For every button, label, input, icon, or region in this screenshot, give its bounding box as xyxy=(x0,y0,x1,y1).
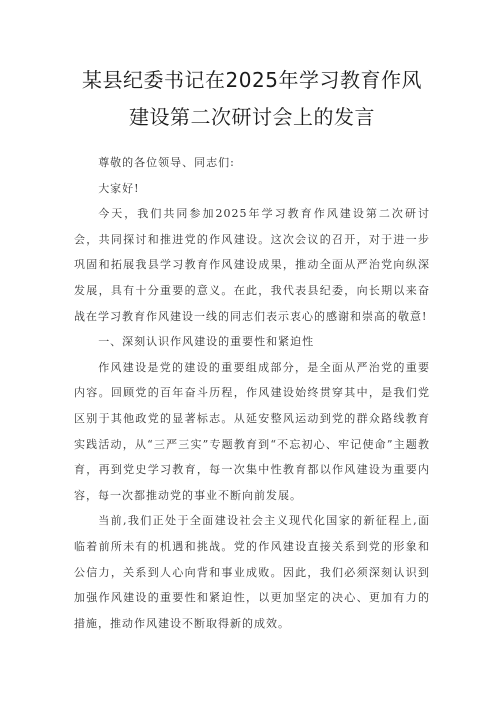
document-title xyxy=(74,62,430,136)
title-line-2: 建设第二次研讨会上的发言 xyxy=(129,105,375,129)
title-line-1: 某县纪委书记在2025年学习教育作风 xyxy=(82,68,422,92)
paragraph-intro: 今天，我们共同参加2025年学习教育作风建设第二次研讨会，共同探讨和推进党的作风建设。这次会议的召开，对于进一步巩固和拓展我县学习教育作风建设成果，推动全面从严治党向纵深发展，具有十分重要的意义。在此，我代表县纪委，向长期以来奋战在学习教育作风建设一线的同志们表示衷心的感谢和崇高的敬意! xyxy=(74,207,430,323)
paragraph-section1-b: 当前,我们正处于全面建设社会主义现代化国家的新征程上,面临着前所未有的机遇和挑战。党的作风建设直接关系到党的形象和公信力，关系到人心向背和事业成败。因此，我们必须深刻认识到加强作风建设的重要性和紧迫性，以更加坚定的决心、更加有力的措施，推动作风建设不断取得新的成效。 xyxy=(74,514,430,630)
paragraph-section1-a: 作风建设是党的建设的重要组成部分，是全面从严治党的重要内容。回顾党的百年奋斗历程，作风建设始终贯穿其中，是我们党区别于其他政党的显著标志。从延安整风运动到党的群众路线教育实践活动，从“三严三实”专题教育到“不忘初心、牢记使命”主题教育，再到党史学习教育，每一次集中性教育都以作风建设为重要内容，每一次都推动党的事业不断向前发展。 xyxy=(74,360,430,502)
salutation: 尊敬的各位领导、同志们: xyxy=(98,156,235,169)
greeting: 大家好! xyxy=(98,181,140,195)
document-body xyxy=(74,150,430,636)
section-heading-1: 一、深刻认识作风建设的重要性和紧迫性 xyxy=(98,335,315,349)
